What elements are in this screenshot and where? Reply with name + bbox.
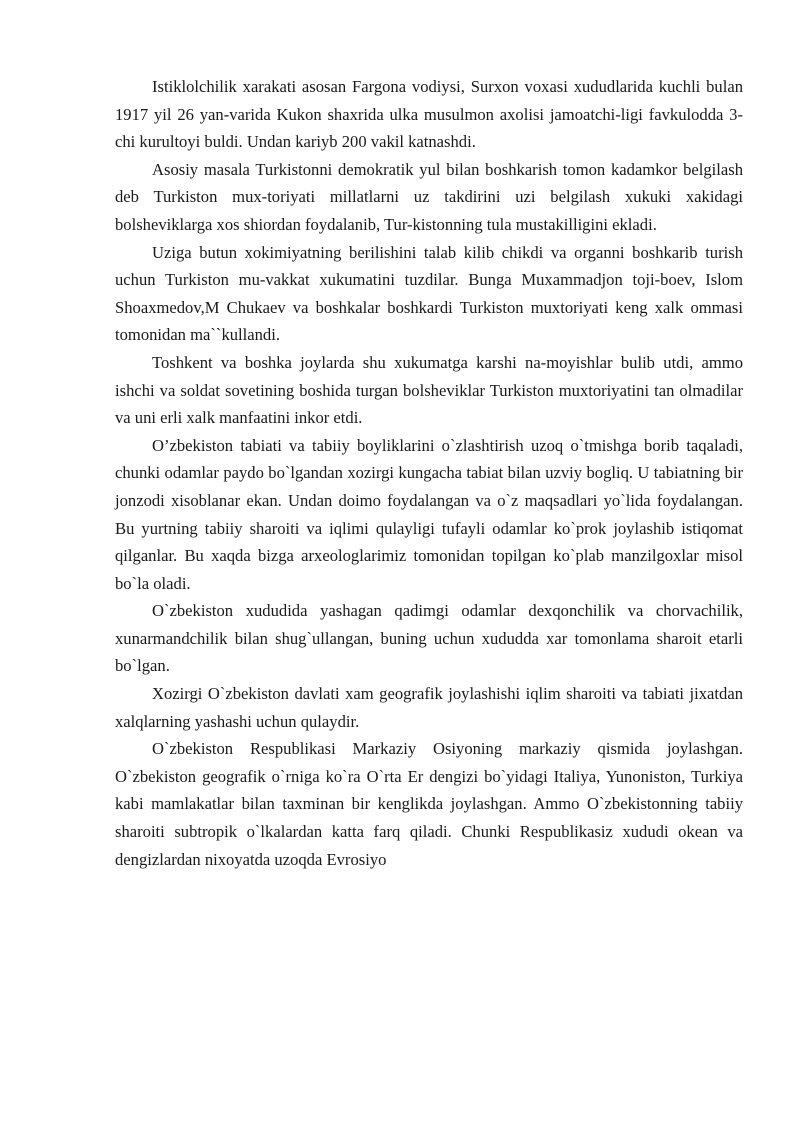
paragraph: O’zbekiston tabiati va tabiiy boyliklarini o`zlashtirish uzoq o`tmishga borib taqaladi, chunki odamlar paydo bo`lgandan xozirgi kungacha tabiat bilan uzviy bogliq. U tabiatning bir jonzodi xisoblanar ekan. Undan doimo foydalangan va o`z maqsadlari yo`lida foydalangan. Bu yurtning tabiiy sharoiti va iqlimi qulayligi tufayli odamlar ko`prok joylashib istiqomat qilganlar. Bu xaqda bizga arxeologlarimiz tomonidan topilgan ko`plab manzilgoxlar misol bo`la oladi.	[115, 435, 743, 593]
paragraph: Toshkent va boshka joylarda shu xukumatga karshi na-moyishlar bulib utdi, ammo ishchi va soldat sovetining boshida turgan bolsheviklar Turkiston muxtoriyatini tan olmadilar va uni erli xalk manfaatini inkor etdi.	[115, 352, 743, 428]
paragraph: Istiklolchilik xarakati asosan Fargona vodiysi, Surxon voxasi xududlarida kuchli bulan 1917 yil 26 yan-varida Kukon shaxrida ulka musulmon axolisi jamoatchi-ligi favkulodda 3-chi kurultoyi buldi. Undan kariyb 200 vakil katnashdi.	[115, 77, 743, 152]
paragraph: Asosiy masala Turkistonni demokratik yul bilan boshkarish tomon kadamkor belgilash deb Turkiston mux-toriyati millatlarni uz takdirini uzi belgilash xukuki xakidagi bolsheviklarga xos shiordan foydalanib, Tur-kistonning tula mustakilligini ekladi.	[115, 159, 743, 234]
paragraph: Xozirgi O`zbekiston davlati xam geografik joylashishi iqlim sharoiti va tabiati jixatdan xalqlarning yashashi uchun qulaydir.	[115, 684, 743, 731]
paragraph: O`zbekiston Respublikasi Markaziy Osiyoning markaziy qismida joylashgan. O`zbekiston geografik o`rniga ko`ra O`rta Er dengizi bo`yidagi Italiya, Yunoniston, Turkiya kabi mamlakatlar bilan taxminan bir kenglikda joylashgan. Ammo O`zbekistonning tabiiy sharoiti subtropik o`lkalardan katta farq qiladi. Chunki Respublikasiz xududi okean va dengizlardan nixoyatda uzoqda Evrosiyo	[115, 739, 743, 869]
paragraph: Uziga butun xokimiyatning berilishini talab kilib chikdi va organni boshkarib turish uchun Turkiston mu-vakkat xukumatini tuzdilar. Bunga Muxammadjon toji-boev, Islom Shoaxmedov,M Chukaev va boshkalar boshkardi Turkiston muxtoriyati keng xalk ommasi tomonidan ma``kullandi.	[115, 242, 743, 345]
document-page	[115, 73, 743, 873]
paragraph: O`zbekiston xududida yashagan qadimgi odamlar dexqonchilik va chorvachilik, xunarmandchilik bilan shug`ullangan, buning uchun xududda xar tomonlama sharoit etarli bo`lgan.	[115, 601, 743, 676]
